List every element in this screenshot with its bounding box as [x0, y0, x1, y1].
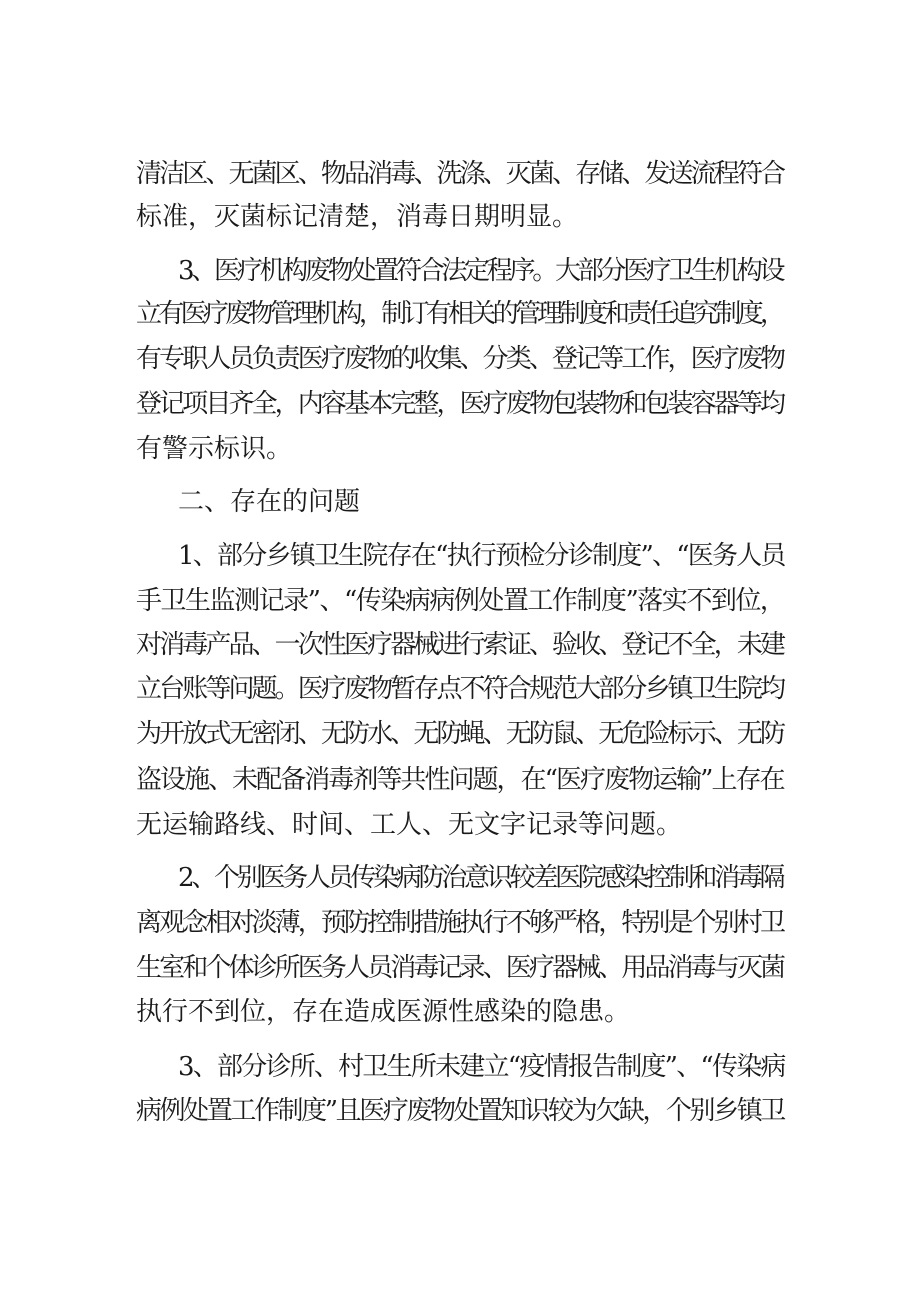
- text-line: 登记项目齐全，内容基本完整，医疗废物包装物和包装容器等均: [136, 389, 784, 419]
- text-line: 清洁区、无菌区、物品消毒、洗涤、灭菌、存储、发送流程符合: [136, 159, 784, 189]
- section-heading: 二、存在的问题: [178, 487, 361, 517]
- text-line: 标准，灭菌标记清楚，消毒日期明显。: [136, 202, 579, 232]
- paragraph-start-line: 2、个别医务人员传染病防治意识较差医院感染控制和消毒隔: [178, 863, 783, 893]
- text-line: 为开放式无密闭、无防水、无防蝇、无防鼠、无危险标示、无防: [136, 719, 784, 749]
- paragraph-start-line: 3、部分诊所、村卫生所未建立“疫情报告制度”、“传染病: [178, 1052, 785, 1082]
- text-line: 立有医疗废物管理机构，制订有相关的管理制度和责任追究制度，: [136, 299, 783, 329]
- text-line: 无运输路线、时间、工人、无文字记录等问题。: [136, 810, 683, 840]
- text-line: 生室和个体诊所医务人员消毒记录、医疗器械、用品消毒与灭菌: [136, 953, 784, 983]
- text-line: 有专职人员负责医疗废物的收集、分类、登记等工作，医疗废物: [136, 344, 784, 374]
- text-line: 立台账等问题。医疗废物暂存点不符合规范大部分乡镇卫生院均: [136, 674, 784, 704]
- text-line: 盗设施、未配备消毒剂等共性问题，在“医疗废物运输”上存在: [136, 765, 784, 795]
- text-line: 病例处置工作制度”且医疗废物处置知识较为欠缺，个别乡镇卫: [136, 1096, 784, 1126]
- paragraph-start-line: 3、医疗机构废物处置符合法定程序。大部分医疗卫生机构设: [178, 256, 783, 286]
- text-line: 执行不到位，存在造成医源性感染的隐患。: [136, 997, 631, 1027]
- text-line: 有警示标识。: [136, 434, 293, 464]
- text-line: 离观念相对淡薄，预防控制措施执行不够严格，特别是个别村卫: [136, 908, 784, 938]
- text-line: 手卫生监测记录”、“传染病病例处置工作制度”落实不到位，: [136, 586, 785, 616]
- text-line: 对消毒产品、一次性医疗器械进行索证、验收、登记不全，未建: [136, 630, 784, 660]
- paragraph-start-line: 1、部分乡镇卫生院存在“执行预检分诊制度”、“医务人员: [178, 541, 785, 571]
